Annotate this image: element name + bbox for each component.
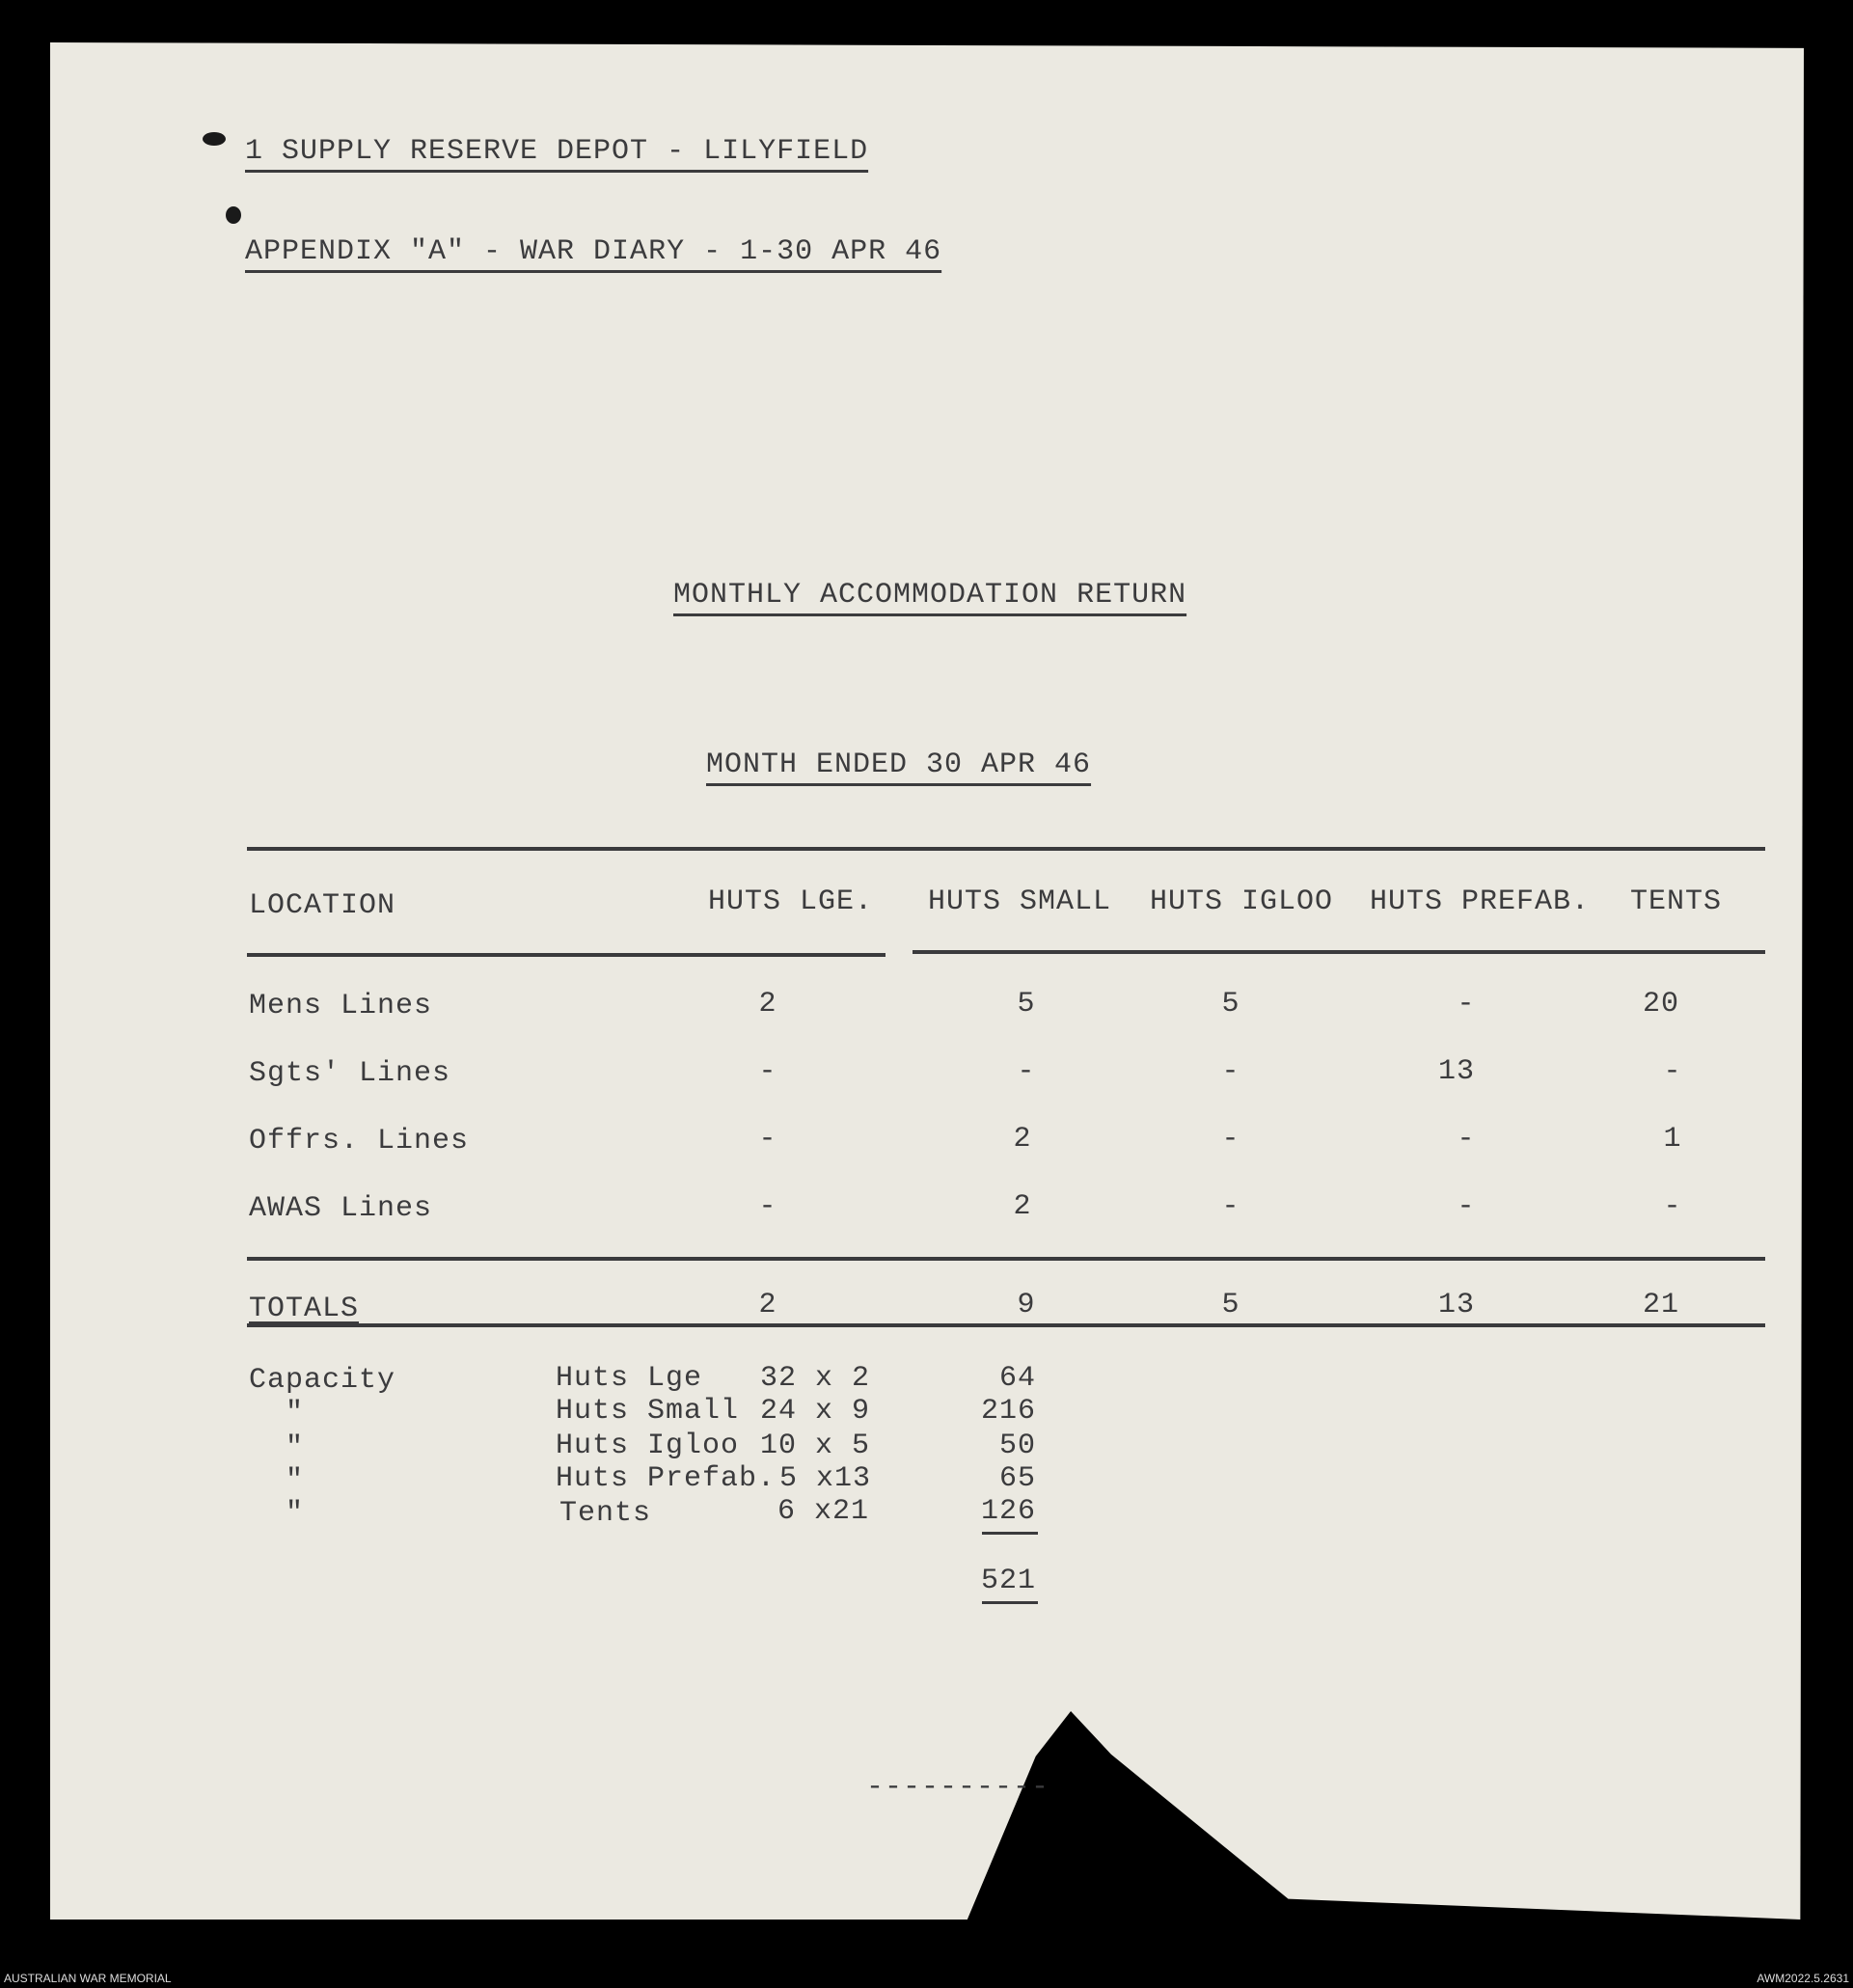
total-huts-small: 9 <box>1017 1289 1036 1321</box>
header-rule-left <box>247 953 886 957</box>
col-huts-lge: HUTS LGE. <box>708 885 874 918</box>
row-location: Sgts' Lines <box>249 1057 451 1090</box>
total-huts-lge: 2 <box>758 1289 777 1321</box>
total-huts-prefab: 13 <box>1437 1289 1475 1321</box>
cell-huts-prefab: - <box>1457 988 1476 1021</box>
capacity-type: Tents <box>559 1497 652 1530</box>
col-huts-small: HUTS SMALL <box>928 885 1112 918</box>
col-location: LOCATION <box>249 889 396 922</box>
cell-huts-prefab: 13 <box>1437 1055 1475 1088</box>
col-huts-prefab: HUTS PREFAB. <box>1370 885 1591 918</box>
capacity-value: 126 <box>980 1495 1036 1528</box>
footer-reference: AWM2022.5.2631 <box>1757 1972 1849 1985</box>
cell-huts-prefab: - <box>1457 1190 1476 1223</box>
ditto-mark: " <box>286 1397 305 1430</box>
cell-huts-small: 2 <box>1013 1190 1032 1223</box>
cell-tents: - <box>1663 1190 1682 1223</box>
page-subtitle: MONTH ENDED 30 APR 46 <box>706 749 1092 781</box>
cell-tents: 20 <box>1642 988 1679 1021</box>
totals-label: TOTALS <box>249 1293 360 1325</box>
page-title: MONTHLY ACCOMMODATION RETURN <box>673 579 1187 612</box>
cell-huts-small: - <box>1017 1055 1036 1088</box>
cell-huts-igloo: 5 <box>1221 988 1240 1021</box>
row-location: Offrs. Lines <box>249 1125 470 1157</box>
capacity-type: Huts Prefab. <box>556 1462 777 1495</box>
capacity-calc: 10 x 5 <box>760 1430 871 1462</box>
cell-huts-igloo: - <box>1221 1055 1240 1088</box>
capacity-calc: 32 x 2 <box>760 1362 871 1395</box>
totals-top-rule <box>247 1257 1765 1261</box>
footer-source: AUSTRALIAN WAR MEMORIAL <box>4 1972 172 1985</box>
capacity-type: Huts Lge <box>556 1362 703 1395</box>
header-rule-right <box>913 950 1765 954</box>
capacity-calc: 24 x 9 <box>760 1395 871 1428</box>
capacity-value: 65 <box>998 1462 1036 1495</box>
cell-tents: 1 <box>1663 1123 1682 1156</box>
capacity-value: 64 <box>998 1362 1036 1395</box>
document-page <box>50 42 1804 1920</box>
capacity-label: Capacity <box>249 1364 396 1397</box>
capacity-value: 216 <box>980 1395 1036 1428</box>
ditto-mark: " <box>286 1431 305 1464</box>
ditto-mark: " <box>286 1497 305 1530</box>
totals-bottom-rule <box>247 1323 1765 1327</box>
table-top-rule <box>247 847 1765 851</box>
capacity-value: 50 <box>998 1430 1036 1462</box>
capacity-type: Huts Igloo <box>556 1430 740 1462</box>
col-huts-igloo: HUTS IGLOO <box>1150 885 1334 918</box>
header-depot: 1 SUPPLY RESERVE DEPOT - LILYFIELD <box>245 135 869 168</box>
cell-huts-lge: - <box>758 1190 777 1223</box>
capacity-subtotal-rule <box>982 1532 1038 1535</box>
header-appendix: APPENDIX "A" - WAR DIARY - 1-30 APR 46 <box>245 235 942 268</box>
punch-hole-mark <box>226 206 241 224</box>
cell-huts-small: 2 <box>1013 1123 1032 1156</box>
end-mark: ---------- <box>866 1771 1050 1804</box>
cell-huts-lge: 2 <box>758 988 777 1021</box>
total-tents: 21 <box>1642 1289 1679 1321</box>
row-location: AWAS Lines <box>249 1192 433 1225</box>
total-huts-igloo: 5 <box>1221 1289 1240 1321</box>
cell-huts-lge: - <box>758 1055 777 1088</box>
ditto-mark: " <box>286 1464 305 1497</box>
capacity-total-rule <box>982 1601 1038 1604</box>
capacity-calc: 5 x13 <box>779 1462 872 1495</box>
capacity-calc: 6 x21 <box>777 1495 870 1528</box>
cell-huts-igloo: - <box>1221 1123 1240 1156</box>
cell-huts-igloo: - <box>1221 1190 1240 1223</box>
cell-tents: - <box>1663 1055 1682 1088</box>
capacity-type: Huts Small <box>556 1395 740 1428</box>
capacity-total: 521 <box>980 1565 1036 1597</box>
cell-huts-small: 5 <box>1017 988 1036 1021</box>
cell-huts-lge: - <box>758 1123 777 1156</box>
col-tents: TENTS <box>1630 885 1723 918</box>
row-location: Mens Lines <box>249 990 433 1022</box>
punch-hole-mark <box>203 132 226 146</box>
cell-huts-prefab: - <box>1457 1123 1476 1156</box>
